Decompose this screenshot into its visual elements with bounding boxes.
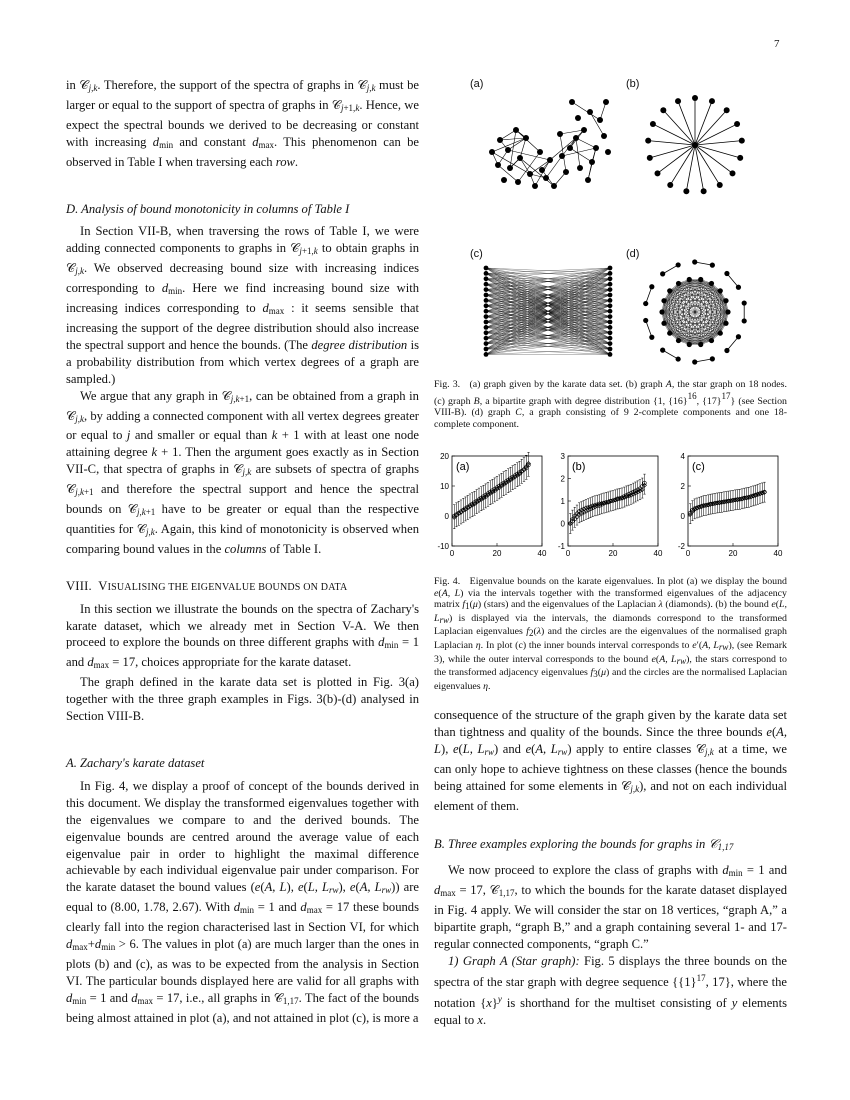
complete-node <box>687 342 692 347</box>
plot-panel-label: (b) <box>572 461 586 473</box>
bipartite-right-node <box>608 293 613 298</box>
pair-node <box>736 285 741 290</box>
fig3-caption: Fig. 3. (a) graph given by the karate data set. (b) graph A, the star graph on 18 nodes. (c) graph B, a bipartite graph with degree distribution {1, {16}16, {17}17} (see Section VIII-B). (d) graph C, a graph consisting of 9 2-complete components and one 18-complete component. <box>434 379 787 430</box>
bipartite-left-node <box>484 293 489 298</box>
bipartite-right-node <box>608 271 613 276</box>
star-leaf-node <box>650 121 656 127</box>
y-tick-label: 4 <box>680 452 685 461</box>
pair-edge <box>646 320 652 337</box>
star-leaf-node <box>737 155 743 161</box>
pair-node <box>724 271 729 276</box>
karate-edge <box>576 138 580 168</box>
star-edge <box>663 110 695 145</box>
pair-edge <box>663 265 679 274</box>
x-tick-label: 40 <box>773 549 783 558</box>
y-tick-label: 0 <box>560 519 565 529</box>
bipartite-left-node <box>484 341 489 346</box>
karate-node <box>539 167 545 173</box>
karate-node <box>593 145 599 151</box>
paragraph-continuation: in 𝒞$_{j,k}$. Therefore, the support of the spectra of graphs in 𝒞$_{j,k}$ must be larger or equal to the support of spectra of graphs in 𝒞$_{j+1,k}$. Hence, we expect the spectral bounds we derived to be decreasing or constant with increasing $d_{min}$ and constant $d_{max}$. This phenomenon can be observed in Table I when traversing each row. <box>66 78 419 169</box>
karate-node <box>517 155 523 161</box>
page-number: 7 <box>774 38 780 50</box>
pair-node <box>660 271 665 276</box>
karate-node <box>581 127 587 133</box>
section-heading-d: D. Analysis of bound monotonicity in columns of Table I <box>66 201 350 216</box>
bipartite-right-node <box>608 330 613 335</box>
paragraph-right1: consequence of the structure of the graph given by the karate data set than tightness and quality of the bounds. Since the three bounds e(A, L), e(L, $L_{rw}$) and e(A, $L_{rw}$) apply to entire classes 𝒞$_{j,k}$ at a time, we can only hope to achieve tightness on these classes (hence the bounds being attained for some elements in 𝒞$_{j,k}$), and not on each individual element of them. <box>434 708 787 813</box>
y-tick-label: 0 <box>680 512 685 521</box>
bipartite-right-node <box>608 298 613 303</box>
karate-edge <box>560 134 566 172</box>
karate-node <box>489 149 495 155</box>
karate-node <box>567 145 573 151</box>
y-tick-label: 0 <box>444 512 449 521</box>
pair-node <box>742 318 747 323</box>
complete-node <box>667 288 672 293</box>
bipartite-right-node <box>608 325 613 330</box>
karate-edge <box>535 160 550 186</box>
x-tick-label: 40 <box>537 549 547 558</box>
karate-node <box>573 135 579 141</box>
star-leaf-node <box>647 155 653 161</box>
complete-node <box>698 342 703 347</box>
bipartite-left-node <box>484 303 489 308</box>
pair-edge <box>646 287 652 304</box>
pair-node <box>660 348 665 353</box>
star-leaf-node <box>709 98 715 104</box>
karate-node <box>603 99 609 105</box>
karate-edge <box>590 112 604 136</box>
x-tick-label: 20 <box>608 549 618 558</box>
karate-node <box>497 137 503 143</box>
pair-node <box>649 335 654 340</box>
paragraph-viii1: In this section we illustrate the bounds on the spectra of Zachary's karate dataset, which we already met in Section V-A. We then proceed to explore the bounds on three different graphs with $d_{min} = 1$ and $d_{max} = 17$, choices appropriate for the karate dataset. <box>66 601 419 671</box>
star-leaf-node <box>660 107 666 113</box>
paragraph-d2: We argue that any graph in 𝒞$_{j,k+1}$, can be obtained from a graph in 𝒞$_{j,k}$, by adding a connected component with all vertex degrees greater or equal to j and smaller or equal than k + 1 with at least one node attaining degree k + 1. Then the argument goes exactly as in Section VII-C, that spectra of graphs in 𝒞$_{j,k}$ are subsets of spectra of graphs 𝒞$_{j,k+1}$ and therefore the spectral support and hence the spectral bounds on 𝒞$_{j,k+1}$ have to be greater or equal than the respective quantities for 𝒞$_{j,k}$. Again, this kind of monotonicity is observed when comparing bound values in the columns of Table I. <box>66 388 420 556</box>
fig3a-karate-graph <box>480 90 620 200</box>
pair-edge <box>727 274 739 288</box>
pair-node <box>736 334 741 339</box>
paragraph-b2: 1) Graph A (Star graph): Fig. 5 displays the three bounds on the spectra of the star graph with degree sequence {$\{1\}^{17}$, 17}, where the notation $\{x\}^y$ is shorthand for the multiset consisting of y elements equal to x. <box>434 953 788 1027</box>
bipartite-left-node <box>484 336 489 341</box>
pair-edge <box>663 350 679 359</box>
bipartite-left-node <box>484 325 489 330</box>
karate-node <box>537 149 543 155</box>
complete-node <box>676 338 681 343</box>
karate-node <box>505 147 511 153</box>
karate-node <box>515 179 521 185</box>
karate-edge <box>520 138 526 158</box>
plot-panel-label: (a) <box>456 461 470 473</box>
complete-node <box>709 281 714 286</box>
bipartite-left-node <box>484 282 489 287</box>
fig3-label-b: (b) <box>626 78 640 90</box>
karate-node <box>601 133 607 139</box>
pair-edge <box>695 359 713 362</box>
karate-node <box>605 149 611 155</box>
star-leaf-node <box>645 138 651 144</box>
star-leaf-node <box>683 188 689 194</box>
complete-node <box>687 277 692 282</box>
karate-node <box>551 183 557 189</box>
pair-node <box>724 348 729 353</box>
fig3d-complete-graph <box>640 257 750 367</box>
pair-node <box>742 300 747 305</box>
bipartite-left-node <box>484 314 489 319</box>
star-edge <box>657 145 695 173</box>
bipartite-right-node <box>608 303 613 308</box>
y-tick-label: 2 <box>680 482 685 491</box>
paragraph-b1: We now proceed to explore the class of graphs with $d_{min} = 1$ and $d_{max} = 17$, 𝒞$_{1,17}$, to which the bounds for the karate dataset displayed in Fig. 4 apply. We will consider the star on 18 vertices, “graph A,” a bipartite graph, “graph B,” and a graph containing several 1- and 17-regular connected components, “graph C.” <box>434 863 787 951</box>
pair-node <box>676 356 681 361</box>
plot-panel-label: (c) <box>692 461 705 473</box>
karate-node <box>495 162 501 168</box>
bipartite-left-node <box>484 298 489 303</box>
complete-node <box>709 338 714 343</box>
karate-node <box>513 127 519 133</box>
x-tick-label: 0 <box>565 549 571 558</box>
star-center-node <box>692 142 698 148</box>
x-tick-label: 0 <box>685 549 691 558</box>
fig3c-bipartite-graph <box>478 262 618 362</box>
karate-node <box>507 165 513 171</box>
pair-node <box>676 262 681 267</box>
bipartite-left-node <box>484 276 489 281</box>
bipartite-right-node <box>608 347 613 352</box>
karate-node <box>547 157 553 163</box>
bipartite-left-node <box>484 330 489 335</box>
karate-node <box>501 177 507 183</box>
karate-node <box>563 169 569 175</box>
complete-node <box>718 331 723 336</box>
karate-edge <box>508 150 550 160</box>
x-tick-label: 40 <box>653 549 663 558</box>
complete-node <box>718 288 723 293</box>
bipartite-left-node <box>484 352 489 357</box>
bipartite-left-node <box>484 320 489 325</box>
karate-edge <box>510 130 516 168</box>
bipartite-right-node <box>608 341 613 346</box>
karate-node <box>575 115 581 121</box>
y-tick-label: 2 <box>560 474 565 484</box>
karate-node <box>585 177 591 183</box>
bipartite-left-node <box>484 309 489 314</box>
star-leaf-node <box>667 182 673 188</box>
fig4-charts <box>430 450 790 565</box>
karate-node <box>557 131 563 137</box>
bipartite-left-node <box>484 266 489 271</box>
karate-node <box>577 165 583 171</box>
star-leaf-node <box>701 188 707 194</box>
y-tick-label: 20 <box>440 452 449 461</box>
star-edge <box>695 110 727 145</box>
bipartite-left-node <box>484 287 489 292</box>
x-tick-label: 20 <box>492 549 502 558</box>
section-heading-b: B. Three examples exploring the bounds for graphs in 𝒞$_{1,17}$ <box>434 837 734 853</box>
bipartite-right-node <box>608 266 613 271</box>
karate-edge <box>570 148 592 162</box>
bipartite-left-node <box>484 347 489 352</box>
karate-node <box>597 117 603 123</box>
star-leaf-node <box>654 170 660 176</box>
complete-node <box>725 309 730 314</box>
x-tick-label: 20 <box>728 549 738 558</box>
bipartite-right-node <box>608 352 613 357</box>
star-leaf-node <box>734 121 740 127</box>
bipartite-right-node <box>608 320 613 325</box>
star-leaf-node <box>730 170 736 176</box>
complete-node <box>676 281 681 286</box>
karate-node <box>569 99 575 105</box>
bipartite-right-node <box>608 314 613 319</box>
y-tick-label: -10 <box>437 542 449 551</box>
karate-node <box>559 153 565 159</box>
star-edge <box>678 101 695 145</box>
karate-edge <box>516 130 540 152</box>
star-edge <box>695 145 733 173</box>
fig3-label-d: (d) <box>626 248 640 260</box>
y-tick-label: 10 <box>440 482 449 491</box>
bipartite-right-node <box>608 287 613 292</box>
pair-node <box>710 356 715 361</box>
star-leaf-node <box>717 182 723 188</box>
pair-node <box>692 259 697 264</box>
complete-node <box>661 298 666 303</box>
star-leaf-node <box>692 95 698 101</box>
karate-node <box>587 109 593 115</box>
y-tick-label: -2 <box>677 542 685 551</box>
complete-node <box>659 309 664 314</box>
pair-node <box>643 301 648 306</box>
y-tick-label: -1 <box>557 542 565 551</box>
section-heading-a: A. Zachary's karate dataset <box>66 756 205 770</box>
karate-node <box>543 175 549 181</box>
pair-node <box>692 359 697 364</box>
right-column <box>434 707 787 1029</box>
fig3b-star-graph <box>640 90 750 200</box>
y-tick-label: 3 <box>560 452 565 461</box>
left-column <box>66 77 419 1027</box>
bipartite-right-node <box>608 276 613 281</box>
star-leaf-node <box>675 98 681 104</box>
pair-node <box>643 318 648 323</box>
fig3-label-a: (a) <box>470 78 484 90</box>
paragraph-viii2: The graph defined in the karate data set is plotted in Fig. 3(a) together with the three graph examples in Figs. 3(b)-(d) analysed in Section VIII-B. <box>66 675 419 724</box>
paragraph-d1: In Section VII-B, when traversing the rows of Table I, we were adding connected components to graphs in 𝒞$_{j+1,k}$ to obtain graphs in 𝒞$_{j,k}$. We observed decreasing bound size with increasing indices corresponding to $d_{min}$. Here we find increasing bound size with increasing indices corresponding to $d_{max}$ : it seems sensible that increasing the support of the degree distribution should also increase the spectral support and hence the bounds. (The degree distribution is a probability distribution from which vertex degrees of a graph are sampled.) <box>66 224 419 386</box>
complete-node <box>723 298 728 303</box>
karate-node <box>523 135 529 141</box>
fig4-caption: Fig. 4. Eigenvalue bounds on the karate eigenvalues. In plot (a) we display the bound e(A, L) via the intervals together with the transformed eigenvalues of the adjacency matrix f1(μ) (stars) and the eigenvalues of the Laplacian λ (diamonds). (b) the bound e(L, Lrw) is displayed via the intervals, the diamonds correspond to the transformed Laplacian eigenvalues f2(λ) and the circles are the eigenvalues of the normalised graph Laplacian η. In plot (c) the inner bounds interval corresponds to e′(A, Lrw), (see Remark 3), while the outer interval corresponds to the bound e(A, Lrw), the stars correspond to the transformed adjacency eigenvalues f3(μ) and the circles are the normalised Laplacian eigenvalues η. <box>434 576 788 692</box>
pair-node <box>649 284 654 289</box>
bipartite-right-node <box>608 336 613 341</box>
pair-edge <box>695 262 713 265</box>
star-leaf-node <box>739 138 745 144</box>
bipartite-right-node <box>608 282 613 287</box>
karate-node <box>532 183 538 189</box>
section-heading-viii: VIII. VISUALISING THE EIGENVALUE BOUNDS ON DATA <box>66 578 348 593</box>
pair-edge <box>727 337 739 351</box>
complete-node <box>698 277 703 282</box>
bipartite-left-node <box>484 271 489 276</box>
complete-node <box>723 321 728 326</box>
karate-node <box>527 171 533 177</box>
pair-node <box>710 263 715 268</box>
karate-edge <box>576 138 596 148</box>
star-edge <box>695 101 712 145</box>
y-tick-label: 1 <box>560 497 565 506</box>
complete-node <box>661 321 666 326</box>
x-tick-label: 0 <box>449 549 455 558</box>
karate-node <box>589 159 595 165</box>
fig3-label-c: (c) <box>470 248 483 260</box>
star-leaf-node <box>724 107 730 113</box>
complete-node <box>667 331 672 336</box>
paragraph-a1: In Fig. 4, we display a proof of concept of the bounds derived in this document. We display the transformed eigenvalues together with the eigenvalues we compare to and the derived bounds. The eigenvalue bounds are centred around the average value of each eigenvalue pair in order to highlight the maximal difference achievable by each individual eigenvalue pair under comparison. For the karate dataset the bound values (e(A, L), e(L, $L_{rw}$), e(A, $L_{rw}$)) are equal to (8.00, 1.78, 2.67). With $d_{min} = 1$ and $d_{max} = 17$ these bounds clearly fall into the region characterised last in Section VI, for which $d_{max}+d_{min} > 6$. The values in plot (a) are much larger than the ones in plots (b) and (c), as was to be expected from the analysis in Section VI. The particular bounds displayed here are valid for all graphs with $d_{min} = 1$ and $d_{max} = 17$, i.e., all graphs in 𝒞$_{1,17}$. The fact of the bounds being almost attained in plot (a), and not attained in plot (c), is more a <box>66 778 419 1025</box>
bipartite-right-node <box>608 309 613 314</box>
